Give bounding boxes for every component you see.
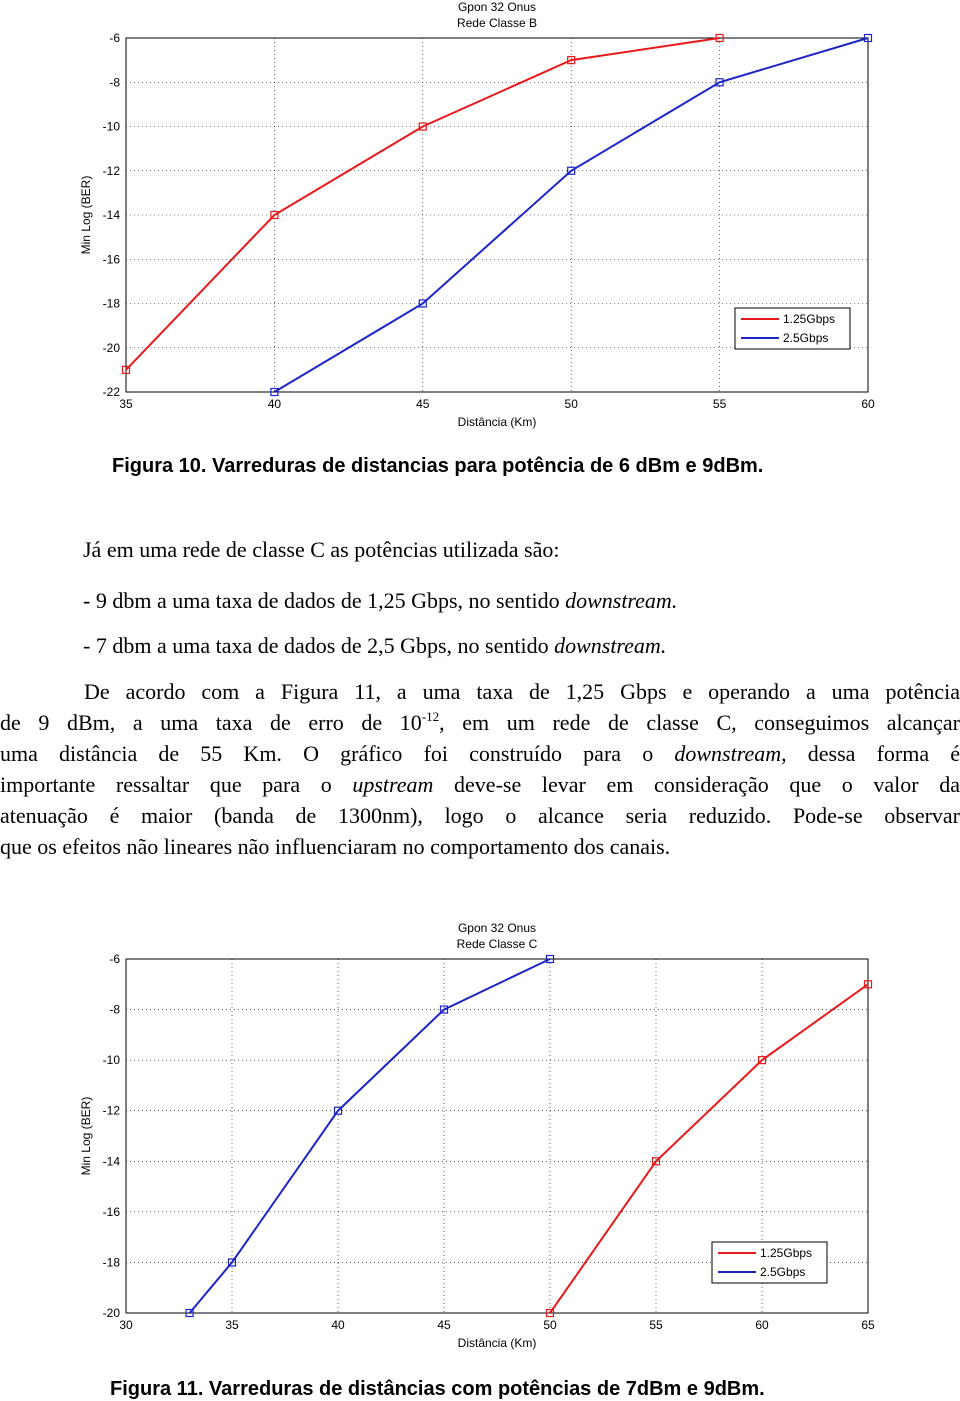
paragraph-line-3 xyxy=(0,738,960,769)
x-tick-label: 50 xyxy=(543,1318,557,1332)
figure-10-caption: Figura 10. Varreduras de distancias para potência de 6 dBm e 9dBm. xyxy=(112,455,764,477)
y-tick-label: -14 xyxy=(102,208,120,222)
legend-label: 1.25Gbps xyxy=(783,312,836,326)
paragraph-line-6 xyxy=(0,831,960,862)
y-tick-label: -10 xyxy=(102,1053,120,1068)
y-tick-label: -16 xyxy=(102,252,120,267)
paragraph-line-1 xyxy=(0,676,960,707)
paragraph-line-3-a: uma distância de 55 Km. O gráfico foi construído para o xyxy=(0,741,675,766)
chart-title-line: Gpon 32 Onus xyxy=(457,0,537,14)
y-tick-label: -18 xyxy=(102,1255,120,1270)
y-axis-label: Min Log (BER) xyxy=(79,1096,93,1176)
figure-11-caption: Figura 11. Varreduras de distâncias com potências de 7dBm e 9dBm. xyxy=(110,1378,765,1400)
exponent-superscript: -12 xyxy=(421,709,440,724)
x-tick-label: 40 xyxy=(267,397,282,411)
y-tick-label: -16 xyxy=(102,1204,120,1219)
chart-title-line: Rede Classe C xyxy=(456,937,538,951)
x-tick-label: 65 xyxy=(861,1318,875,1332)
y-tick-label: -6 xyxy=(109,31,120,45)
y-tick-label: -18 xyxy=(102,296,120,311)
x-tick-label: 35 xyxy=(119,397,133,411)
chart-title-line: Gpon 32 Onus xyxy=(457,921,537,935)
paragraph-line-4-a: importante ressaltar que para o xyxy=(0,772,353,797)
paragraph-line-3-b: , dessa forma é xyxy=(781,741,960,766)
paragraph-line-3-em: downstream xyxy=(674,741,782,766)
paragraph-line-4 xyxy=(0,769,960,800)
y-axis-label: Min Log (BER) xyxy=(79,175,93,255)
x-tick-label: 40 xyxy=(331,1318,345,1332)
paragraph-line-2 xyxy=(0,707,960,738)
x-tick-label: 45 xyxy=(437,1318,451,1332)
text-line-7dbm-b: downstream. xyxy=(554,633,667,658)
paragraph-line-2-b: , em um rede de classe C, conseguimos alcançar xyxy=(439,710,960,735)
paragraph-line-4-em: upstream xyxy=(352,772,434,797)
y-tick-label: -20 xyxy=(102,340,120,355)
legend-label: 2.5Gbps xyxy=(760,1265,806,1279)
text-line-9dbm-b: downstream. xyxy=(565,588,678,613)
y-tick-label: -20 xyxy=(102,1306,120,1320)
y-tick-label: -14 xyxy=(102,1154,120,1169)
legend-label: 2.5Gbps xyxy=(783,331,829,345)
text-line-7dbm xyxy=(83,630,666,661)
paragraph-line-2-a: de 9 dBm, a uma taxa de erro de 10 xyxy=(0,710,422,735)
x-tick-label: 60 xyxy=(861,397,875,411)
x-axis-label: Distância (Km) xyxy=(457,415,537,429)
paragraph-line-1-text: De acordo com a Figura 11, a uma taxa de 1,25 Gbps e operando a uma potência xyxy=(84,679,960,704)
x-tick-label: 55 xyxy=(712,397,727,411)
y-tick-label: -6 xyxy=(109,952,120,966)
text-line-7dbm-a: - 7 dbm a uma taxa de dados de 2,5 Gbps, no sentido xyxy=(83,633,555,658)
x-tick-label: 30 xyxy=(119,1318,133,1332)
x-axis-label: Distância (Km) xyxy=(457,1336,537,1350)
paragraph-line-5-text: atenuação é maior (banda de 1300nm), logo o alcance seria reduzido. Pode-se observar xyxy=(0,803,960,828)
figure-10-chart xyxy=(0,0,960,440)
y-tick-label: -8 xyxy=(109,75,120,90)
x-tick-label: 60 xyxy=(755,1318,769,1332)
y-tick-label: -12 xyxy=(102,163,120,178)
body-paragraph xyxy=(0,676,960,862)
chart-title-line: Rede Classe B xyxy=(456,16,538,30)
text-line-classe-c: Já em uma rede de classe C as potências utilizada são: xyxy=(83,537,560,562)
y-tick-label: -12 xyxy=(102,1103,120,1118)
x-tick-label: 45 xyxy=(416,397,430,411)
text-line-9dbm-a: - 9 dbm a uma taxa de dados de 1,25 Gbps, no sentido xyxy=(83,588,566,613)
legend-label: 1.25Gbps xyxy=(760,1246,813,1260)
y-tick-label: -8 xyxy=(109,1002,120,1017)
paragraph-line-6-text: que os efeitos não lineares não influenciaram no comportamento dos canais. xyxy=(0,834,671,859)
x-tick-label: 35 xyxy=(225,1318,239,1332)
figure-11-chart xyxy=(0,910,960,1365)
text-line-9dbm xyxy=(83,585,677,616)
x-tick-label: 50 xyxy=(564,397,578,411)
x-tick-label: 55 xyxy=(649,1318,663,1332)
paragraph-line-5 xyxy=(0,800,960,831)
y-tick-label: -10 xyxy=(102,119,120,134)
paragraph-line-4-b: deve-se levar em consideração que o valor da xyxy=(433,772,960,797)
y-tick-label: -22 xyxy=(102,385,120,399)
